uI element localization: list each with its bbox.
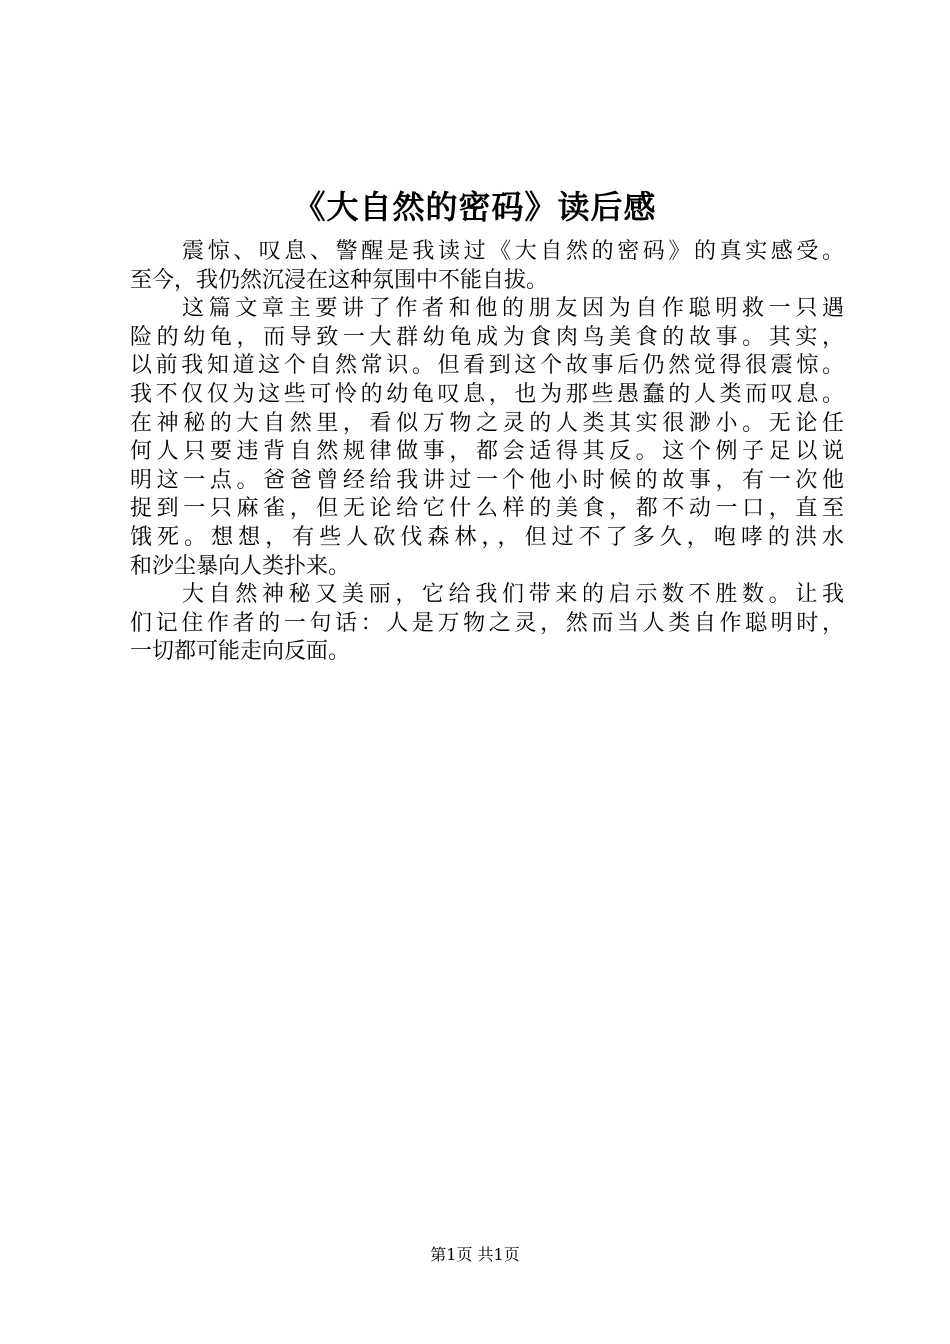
body-line: 大自然神秘又美丽，它给我们带来的启示数不胜数。让我: [182, 582, 844, 608]
document-body: [130, 238, 844, 667]
page-footer: 第1页 共1页: [430, 1245, 520, 1264]
body-line: 至今，我仍然沉浸在这种氛围中不能自拔。: [130, 267, 549, 293]
body-line: 震惊、叹息、警醒是我读过《大自然的密码》的真实感受。: [182, 239, 844, 264]
body-line: 明这一点。爸爸曾经给我讲过一个他小时候的故事，有一次他: [130, 467, 844, 493]
body-line: 这篇文章主要讲了作者和他的朋友因为自作聪明救一只遇: [182, 296, 844, 322]
document-title: 《大自然的密码》读后感: [293, 188, 657, 226]
body-line: 和沙尘暴向人类扑来。: [130, 553, 351, 579]
body-line: 饿死。想想，有些人砍伐森林，，但过不了多久，咆哮的洪水: [130, 524, 844, 550]
body-line: 险的幼龟，而导致一大群幼龟成为食肉鸟美食的故事。其实，: [130, 324, 844, 350]
body-line: 我不仅仅为这些可怜的幼龟叹息，也为那些愚蠢的人类而叹息。: [130, 381, 844, 407]
body-line: 捉到一只麻雀，但无论给它什么样的美食，都不动一口，直至: [130, 496, 844, 522]
body-line: 以前我知道这个自然常识。但看到这个故事后仍然觉得很震惊。: [130, 353, 844, 379]
body-line: 在神秘的大自然里，看似万物之灵的人类其实很渺小。无论任: [130, 410, 844, 436]
body-line: 何人只要违背自然规律做事，都会适得其反。这个例子足以说: [130, 439, 844, 465]
body-line: 们记住作者的一句话：人是万物之灵，然而当人类自作聪明时，: [130, 610, 844, 636]
body-line: 一切都可能走向反面。: [130, 639, 351, 665]
